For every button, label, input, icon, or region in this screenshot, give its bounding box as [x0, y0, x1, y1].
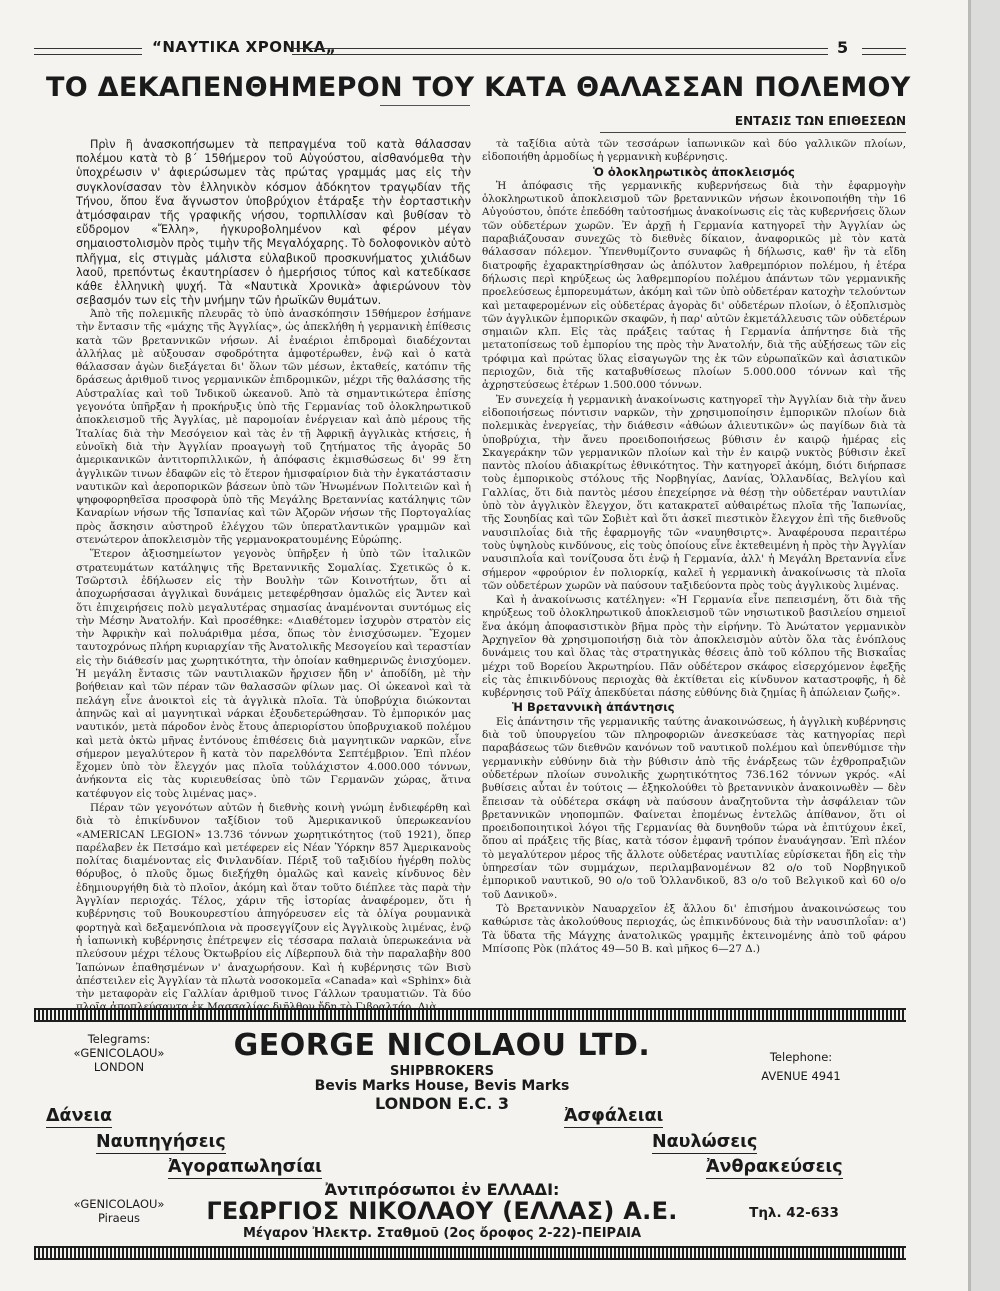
service-chartering: Ναυλώσεις [652, 1132, 758, 1152]
service-loans: Δάνεια [46, 1106, 113, 1126]
paragraph: Καὶ ἡ ἀνακοίνωσις κατέληγεν: «Ἡ Γερμανία εἶνε πεπεισμένη, ὅτι διὰ τῆς κηρύξεως τοῦ ὁλοκληρωτικοῦ ἀποκλεισμοῦ τῶν νησιωτικοῦ βασιλείου σημειοῖ ἕνα ἀκόμη ἀποφασιστικὸν βῆμα πρὸς τὴν εἰρήνην. Τὸ Ἀνώτατον γερμανικὸν Ἀρχηγεῖον θὰ χρησιμοποιήσῃ διὰ τὸν ἀποκλεισμὸν αὐτὸν ὅλα τὰς ἐνόπλους δυνάμεις του καὶ ὅλας τὰς στρατηγικὰς θέσεις ἀπὸ τοῦ κόλπου τῆς Βισκαΐας μέχρι τοῦ Βορείου Ἀκρωτηρίου. Πᾶν οὐδέτερον σκάφος εἰσερχόμενον ἐφεξῆς εἰς τὰς ἐπικινδύνους περιοχὰς θὰ ἐκτίθεται εἰς κίνδυνον καταστροφῆς, ἡ δὲ κυβέρνησις τοῦ Ράϊχ ἀπεκδύεται πάσης εὐθύνης διὰ ζημίας ἢ ἀπώλειαν ζωῆς». [482, 594, 906, 700]
paragraph: Ἐν συνεχείᾳ ἡ γερμανικὴ ἀνακοίνωσις κατηγορεῖ τὴν Ἀγγλίαν διὰ τὴν ἄνευ εἰδοποιήσεως πόντισιν ναρκῶν, τὴν χρησιμοποίησιν ἐμπορικῶν πλοίων διὰ πολεμικὰς ἐνεργείας, τὴν διάθεσιν «ἀθώων ἁλιευτικῶν» ὡς παγίδων διὰ τὰ ὑποβρύχια, τὴν ἄνευ προειδοποιήσεως βύθισιν ἐν καιρῷ ἡμέρας εἰς Σκαγεράκην τῶν γερμανικῶν πλοίων καὶ τὴν ἐν καιρῷ νυκτὸς βύθισιν ἐκεῖ παντὸς πλοίου ἀδιακρίτως ἐθνικότητος. Τὴν κατηγορεῖ ἀκόμη, διότι διήρπασε τοὺς ἐμπορικοὺς στόλους τῆς Νορβηγίας, Δανίας, Ὁλλανδίας, Βελγίου καὶ Γαλλίας, ὅτι διὰ παντὸς μέσου ἐπεχείρησε νὰ θέσῃ τὴν οὐδετέραν ναυτιλίαν ὑπὸ τὸν ἀγγλικὸν ἔλεγχον, ὅτι κατακρατεῖ αὐθαιρέτως πλοῖα τῆς Ἰαπωνίας, τῆς Σουηδίας καὶ τῶν Σοβιὲτ καὶ ὅτι ἀσκεῖ πιεστικὸν ἔλεγχον ἐπὶ τῆς διεθνοῦς ναυσιπλοΐας διὰ τῆς ἐφαρμογῆς τῶν «ναυηθσιρτς». Ἀναφέρουσα περαιτέρω τοὺς ὑψηλοὺς κινδύνους, εἰς τοὺς ὁποίους εἶνε ἐκτεθειμένη ἡ πρὸς τὴν Ἀγγλίαν ναυσιπλοΐα καὶ τονίζουσα ὅτι ἐνῷ ἡ Γερμανία, ἀλλ' ἡ Μεγάλη Βρεταννία εἶνε σήμερον «φρούριον ἐν πολιορκίᾳ, καλεῖ ἡ γερμανικὴ ἀνακοίνωσις τὰ πλοῖα τῶν οὐδετέρων χωρῶν νὰ παύσουν ταξιδεύοντα πρὸς τοὺς ἀγγλικοὺς λιμένας. [482, 393, 906, 592]
article-lead [76, 138, 471, 308]
lead-paragraph: Πρὶν ἢ ἀνασκοπήσωμεν τὰ πεπραγμένα τοῦ κατὰ θάλασσαν πολέμου κατὰ τὸ β΄ 15θήμερον τοῦ Αὐγούστου, αἰσθανόμεθα τὴν ὑποχρέωσιν ν' ἀφιερώσωμεν τὰς πρώτας γραμμάς μας εἰς τὴν συγκλονίσασαν τὸν ἑλληνικὸν κόσμον ἀδόκητον τραγῳδίαν τῆς Τήνου, ὅπου ἕνα ἄγνωστον ὑποβρύχιον ἐτάραξε τὴν ἑορταστικὴν ἀτμόσφαιραν τῆς γραφικῆς νήσου, τορπιλλίσαν καὶ βυθίσαν τὸ εὔδρομον «Ἔλλη», ἠγκυροβολημένον καὶ φέρον μέγαν σημαιοστολισμὸν πρὸς τιμὴν τῆς Μεγαλόχαρης. Τὸ δολοφονικὸν αὐτὸ πλῆγμα, εἰς στιγμὰς μάλιστα εὐλαβικοῦ προσκυνήματος χιλιάδων λαοῦ, πρεπόντως ἐκαυτηρίασεν ὁ ἡμερήσιος τύπος καὶ κατεδίκασε κάθε ἑλληνικὴ ψυχή. Τὰ «Ναυτικὰ Χρονικὰ» ἀφιερώνουν τὸν σεβασμόν των εἰς τὴν μνήμην τῶν ἡρωϊκῶν θυμάτων. [76, 138, 471, 308]
page-number: 5 [837, 38, 849, 57]
telephone-block [736, 1050, 866, 1083]
telegrams-city: LONDON [93, 1060, 145, 1074]
greek-address: Μέγαρον Ἠλεκτρ. Σταθμοῦ (2ος ὄροφος 2-22)-ΠΕΙΡΑΙΑ [242, 1226, 642, 1241]
paragraph: Τὸ Βρεταννικὸν Ναυαρχεῖον ἐξ ἄλλου δι' ἐπισήμου ἀνακοινώσεως του καθώρισε τὰς ἀκολούθους περιοχάς, ὡς ἐπικινδύνους διὰ τὴν ναυσιπλοΐαν: α') Τὰ ὕδατα τῆς Μάγχης ἀνατολικῶς γραμμῆς ἐκτεινομένης ἀπὸ τοῦ φάρου Μπίσοπς Ρὸκ (πλάτος 49—50 Β. καὶ μῆκος 6—27 Δ.) [482, 902, 906, 955]
header-rule-left [34, 48, 142, 55]
telegrams-block [54, 1032, 184, 1074]
paragraph: Ἀπὸ τῆς πολεμικῆς πλευρᾶς τὸ ὑπὸ ἀνασκόπησιν 15θήμερον ἐσήμανε τὴν ἔντασιν τῆς «μάχης τῆς Ἀγγλίας», ὡς ἀπεκλήθη ἡ γερμανικὴ ἐπίθεσις κατὰ τῶν βρεταννικῶν νήσων. Αἱ ἐναέριοι ἐπιδρομαὶ διαδέχονται ἀλλήλας μὲ αὐξουσαν σφοδρότητα ἀμφοτέρωθεν, ἐνῷ καὶ ὁ κατὰ θάλασσαν ἀγὼν διεξάγεται δι' ὅλων τῶν μέσων, ἐκταθείς, κατόπιν τῆς δράσεως ἀριθμοῦ τινος γερμανικῶν ἐπιδρομικῶν, μέχρι τῆς θαλάσσης τῆς Αὐστραλίας καὶ τοῦ Ἰνδικοῦ ὠκεανοῦ. Ἀπὸ τὰ σημαντικώτερα ἐπίσης γεγονότα ὑπῆρξαν ἡ προκήρυξις ὑπὸ τῆς Γερμανίας τοῦ ὁλοκληρωτικοῦ ἀποκλεισμοῦ τῆς Ἀγγλίας, μὲ παρομοίαν ἐνέργειαν καὶ ἀπὸ μέρους τῆς Ἰταλίας διὰ τὴν Μεσόγειον καὶ τὰς ἐν τῇ Ἀφρικῇ ἀγγλικὰς κτήσεις, ἡ εὐνοϊκὴ διὰ τὴν Ἀγγλίαν προαγωγὴ τοῦ ζητήματος τῆς ἀγορᾶς 50 ἀμερικανικῶν ἀντιτορπιλλικῶν, ἡ ἀπόφασις ἐκμισθώσεως δι' 99 ἔτη ἀγγλικῶν τινων ἐδαφῶν εἰς τὸ ἕτερον ἡμισφαίριον διὰ τὴν ἐγκατάστασιν ναυτικῶν καὶ ἀεροπορικῶν βάσεων ὑπὸ τῶν Ἡνωμένων Πολιτειῶν καὶ ἡ ψηφοφορηθεῖσα προσφορὰ ὑπὸ τῆς Μεγάλης Βρεταννίας κατάληψις τῶν Καναρίων νήσων τῆς Ἱσπανίας καὶ τῶν Ἀζορῶν νήσων τῆς Πορτογαλίας πρὸς ἄσκησιν αὐστηροῦ ἐλέγχου τῶν ὑπερατλαντικῶν γραμμῶν καὶ στενώτερον ἀποκλεισμὸν τῆς γερμανοκρατουμένης Εὐρώπης. [76, 308, 471, 547]
service-coaling: Ἀνθρακεύσεις [706, 1157, 843, 1177]
paragraph: Πέραν τῶν γεγονότων αὐτῶν ἡ διεθνὴς κοινὴ γνώμη ἐνδιεφέρθη καὶ διὰ τὸ ἐπικίνδυνον ταξίδιον τοῦ Ἀμερικανικοῦ ὑπερωκεανίου «AMERICAN LEGION» 13.736 τόννων χωρητικότητος (τοῦ 1921), ὅπερ παρέλαβεν ἐκ Πετσάμο καὶ μετέφερεν εἰς Νέαν Ὑόρκην 857 Ἀμερικανοὺς πολίτας διαμένοντας εἰς Φινλανδίαν. Πέριξ τοῦ ταξιδίου ἠγέρθη πολὺς θόρυβος, ὁ πλοῦς ὅμως διεξήχθη ὁμαλῶς καὶ κανεὶς κίνδυνος δὲν ἐδημιουργήθη διὰ τὸ πλοῖον, ἀκόμη καὶ ὅταν τοῦτο διέπλεε τὰς παρὰ τὴν Ἀγγλίαν περιοχάς. Τέλος, χάριν τῆς ἱστορίας ἀναφέρομεν, ὅτι ἡ κυβέρνησις τοῦ Βουκουρεστίου ἀπηγόρευσεν εἰς τὰ ὀλίγα ρουμανικὰ φορτηγὰ καὶ δεξαμενόπλοια νὰ προσεγγίζουν εἰς Ἀγγλικοὺς λιμένας, ἐνῷ ἡ ἰαπωνικὴ κυβέρνησις ἐπέτρεψεν εἰς τέσσαρα παλαιὰ ὑπερωκεάνια νὰ πλεύσουν μέχρι τέλους Ὀκτωβρίου εἰς Λίβερπουλ διὰ τὴν παραλαβὴν 800 Ἰαπώνων ἐπαθησμένων ν' ἀναχωρήσουν. Καὶ ἡ κυβέρνησις τῶν Βισὺ ἀπέστειλεν εἰς Ἀγγλίαν τὰ πλωτὰ νοσοκομεῖα «Canada» καὶ «Sphinx» διὰ τὴν μεταφορὰν εἰς Γαλλίαν ἀριθμοῦ τινος Γάλλων τραυματιῶν. Τὰ δύο [76, 801, 471, 1001]
subhead-rule [600, 132, 906, 133]
service-sale-purchase: Ἀγοραπωλησίαι [168, 1157, 322, 1177]
left-column [76, 308, 471, 1001]
piraeus-telegrams [54, 1197, 184, 1225]
article-title: ΤΟ ΔΕΚΑΠΕΝΘΗΜΕΡΟΝ ΤΟΥ ΚΑΤΑ ΘΑΛΑΣΣΑΝ ΠΟΛΕΜΟΥ [46, 72, 911, 103]
page-binding-edge [968, 0, 1000, 1291]
paragraph: τὰ ταξίδια αὐτὰ τῶν τεσσάρων ἰαπωνικῶν καὶ δύο γαλλικῶν πλοίων, εἰδοποιήθη ἁρμοδίως ἡ γερμανικὴ κυβέρνησις. [482, 138, 906, 164]
paragraph: Ἕτερον ἀξιοσημείωτον γεγονὸς ὑπῆρξεν ἡ ὑπὸ τῶν ἰταλικῶν στρατευμάτων κατάληψις τῆς Βρεταννικῆς Σομαλίας. Σχετικῶς ὁ κ. Τσῶρτσιλ ἐδήλωσεν εἰς τὴν Βουλὴν τῶν Κοινοτήτων, ὅτι αἱ ἀποχωρήσασαι ἀγγλικαὶ δυνάμεις μετεφέρθησαν ὁμαλῶς εἰς Ἄντεν καὶ ὅτι ἐπιχειρήσεις πολὺ μεγαλυτέρας σημασίας ἀναμένονται συντόμως εἰς τὴν Μέσην Ἀνατολήν. Καὶ προσέθηκε: «Διαθέτομεν ἰσχυρὸν στρατὸν εἰς τὴν Ἀφρικὴν καὶ πολυάριθμα μέσα, ὅπως τὸν ἐνισχύσωμεν. Ἔχομεν ταυτοχρόνως πλήρη κυριαρχίαν τῆς Ἀνατολικῆς Μεσογείου καὶ τεραστίαν εἰς τὴν διάθεσίν μας χωρητικότητα, τὴν ὁποίαν καθημερινῶς ἐνισχύομεν. Ἡ μεγάλη ἔντασις τῶν ναυτιλιακῶν ἤρχισεν ἤδη ν' ἀποδίδη, μὲ τὴν βοήθειαν καὶ τῶν πέραν τῶν θαλασσῶν φίλων μας. Οἱ ὠκεανοὶ καὶ τὰ πελάγη εἶνε ἀνοικτοὶ εἰς τὰ ἀγγλικὰ πλοῖα. Τὰ ὑποβρύχια διώκονται ἀπηνῶς καὶ αἱ μαγνητικαὶ νάρκαι ἐξουδετερώθησαν. Τὸ ἐμπορικόν μας ναυτικόν, μετὰ πάροδον ἑνὸς ἔτους ἀπεριορίστου ὑποβρυχιακοῦ πολέμου καὶ μετὰ ὀκτὼ μῆνας ἐντόνους ἐπιθέσεις διὰ μαγνητικῶν ναρκῶν, εἶνε σήμερον μεγαλύτερον ἢ κατὰ τὸν παρελθόντα Σεπτέμβριον. Ἐπὶ πλέον ἔχομεν ὑπὸ τὸν ἔλεγχόν μας πλοῖα τοὐλάχιστον 4.000.000 τόννων, ἀνήκοντα εἰς τὰς κυριευθείσας ὑπὸ τῶν Γερμανῶν χώρας, ἅτινα κατέφυγον εἰς τοὺς λιμένας μας». [76, 548, 471, 800]
greek-company-name: ΓΕΩΡΓΙΟΣ ΝΙΚΟΛΑΟΥ (ΕΛΛΑΣ) Α.Ε. [206, 1197, 678, 1225]
header-rule-middle [292, 48, 828, 55]
service-shipbuilding: Ναυπηγήσεις [96, 1132, 226, 1152]
right-column [482, 138, 906, 998]
piraeus-city: Piraeus [97, 1211, 140, 1225]
masthead: “ΝΑΥΤΙΚΑ ΧΡΟΝΙΚΑ„ [152, 38, 337, 56]
section-heading-reply: Ἡ Βρεταννικὴ ἀπάντησις [512, 700, 675, 715]
telegrams-code: «GENICOLAOU» [73, 1046, 165, 1060]
telephone-number: AVENUE 4941 [761, 1069, 841, 1083]
piraeus-code: «GENICOLAOU» [73, 1197, 165, 1211]
page-header [34, 38, 906, 58]
ad-border-bottom [34, 1246, 906, 1260]
service-insurance: Ἀσφάλειαι [564, 1106, 664, 1126]
telegrams-label: Telegrams: [87, 1032, 151, 1046]
company-name: GEORGE NICOLAOU LTD. [233, 1028, 651, 1063]
telephone-label: Telephone: [769, 1050, 833, 1064]
representatives-heading: Ἀντιπρόσωποι ἐν ΕΛΛΑΔΙ: [324, 1180, 560, 1199]
section-heading-blockade: Ὁ ὁλοκληρωτικὸς ἀποκλεισμός [593, 164, 795, 179]
advertisement [34, 1002, 906, 1265]
paragraph: Εἰς ἀπάντησιν τῆς γερμανικῆς ταύτης ἀνακοινώσεως, ἡ ἀγγλικὴ κυβέρνησις διὰ τοῦ ὑπουργείου τῶν πληροφοριῶν ἀνεσκεύασε τὰς κατηγορίας περὶ παραβάσεως τῶν διεθνῶν κανόνων τοῦ ναυτικοῦ πολέμου καὶ ὑπενθύμισε τὴν γερμανικὴν εὐθύνην διὰ τὴν βύθισιν ἀπὸ τῆς ἐνάρξεως τῶν ἐχθροπραξιῶν οὐδετέρων πλοίων συνολικῆς χωρητικότητος 736.162 τόννων γκρός. «Αἱ βυθίσεις αὗται ἐν τούτοις — ἐξηκολούθει τὸ βρεταννικὸν ἀνακοινωθὲν — δὲν ἔπεισαν τὰ οὐδέτερα σκάφη νὰ παύσουν ἀναζητοῦντα τὴν ἀσφάλειαν τῶν βρεταννικῶν νηοπομπῶν. Φαίνεται ἑπομένως ἐντελῶς ἀπίθανον, ὅτι οἱ προειδοποιητικοὶ λόγοι τῆς Γερμανίας θὰ δυνηθοῦν τώρα νὰ ἐπιτύχουν ἐκεῖ, ὅπου αἱ πράξεις τῆς βίας, κατὰ τόσον ἐμφανῆ τρόπον ἐναυάγησαν. Ἐπὶ πλέον τὸ μεγαλύτερον μέρος τῆς ἄλλοτε οὐδετέρας ναυτιλίας εὑρίσκεται ἤδη εἰς τὴν ὑπηρεσίαν τῶν συμμάχων, περιλαμβανομένων 82 ο/ο τοῦ Νορβηγικοῦ ἐμπορικοῦ ναυτικοῦ, 90 ο/ο τοῦ Ὁλλανδικοῦ, 83 ο/ο τοῦ Βελγικοῦ καὶ 60 ο/ο τοῦ Δανικοῦ». [482, 715, 906, 901]
company-type: SHIPBROKERS [390, 1064, 494, 1079]
company-address: Bevis Marks House, Bevis Marks [314, 1078, 570, 1094]
ad-border-top [34, 1008, 906, 1022]
company-city: LONDON E.C. 3 [375, 1094, 509, 1113]
greek-phone: Τηλ. 42-633 [749, 1205, 839, 1221]
paragraph: Ἡ ἀπόφασις τῆς γερμανικῆς κυβερνήσεως διὰ τὴν ἐφαρμογὴν ὁλοκληρωτικοῦ ἀποκλεισμοῦ τῶν βρεταννικῶν νήσων ἐκοινοποιήθη τὴν 16 Αὐγούστου, ὁπότε ἐπεδόθη ταὐτοσήμως ἀνακοίνωσις εἰς τὰς κυβερνήσεις ὅλων τῶν οὐδετέρων χωρῶν. Ἐν ἀρχῇ ἡ Γερμανία κατηγορεῖ τὴν Ἀγγλίαν ὡς παραβιάζουσαν συνεχῶς τὸ διεθνὲς δίκαιον, ἀναφορικῶς μὲ τὸν κατὰ θάλασσαν πόλεμον. Ὑπενθυμίζοντο συναφῶς ἡ δήλωσις, καθ' ἣν τὰ εἴδη διατροφῆς ἐχαρακτηρίσθησαν ὡς ἀπόλυτον λαθρεμπόριον πολέμου, ἡ ἑτέρα δήλωσις περὶ κηρύξεως ὡς λαθρεμπορίου πολέμου ἁπάντων τῶν γερμανικῆς προελεύσεως ἐμπορευμάτων, ἀκόμη καὶ τῶν ὑπὸ οὐδετέραν κατοχὴν τελούντων καὶ μεταφερομένων εἰς οὐδετέρας ἀγορὰς δι' οὐδετέρων πλοίων, ὁ ἐξοπλισμὸς τῶν ἀγγλικῶν ἐμπορικῶν σκαφῶν, ἡ παρ' αὐτῶν ἐκμετάλλευσις τῶν οὐδετέρων σημαιῶν κλπ. Εἰς τὰς πράξεις ταύτας ἡ Γερμανία ἀπήντησε διὰ τῆς μετατοπίσεως τοῦ ἐμπορίου της πρὸς τὴν Ἀνατολήν, διὰ τῆς αὐξήσεως τῶν εἰς τρόφιμα καὶ πρώτας ὕλας εἰσαγωγῶν της ἐκ τῶν εὐρωπαϊκῶν καὶ ἀσιατικῶν περιοχῶν, διὰ τῆς καταβυθίσεως πλοίων 5.000.000 τόννων καὶ τῆς ἀχρηστεύσεως ἑτέρων 1.500.000 τόννων. [482, 179, 906, 392]
title-underline [380, 105, 470, 106]
article-subhead: ΕΝΤΑΣΙΣ ΤΩΝ ΕΠΙΘΕΣΕΩΝ [734, 114, 906, 128]
header-rule-right [862, 48, 906, 55]
